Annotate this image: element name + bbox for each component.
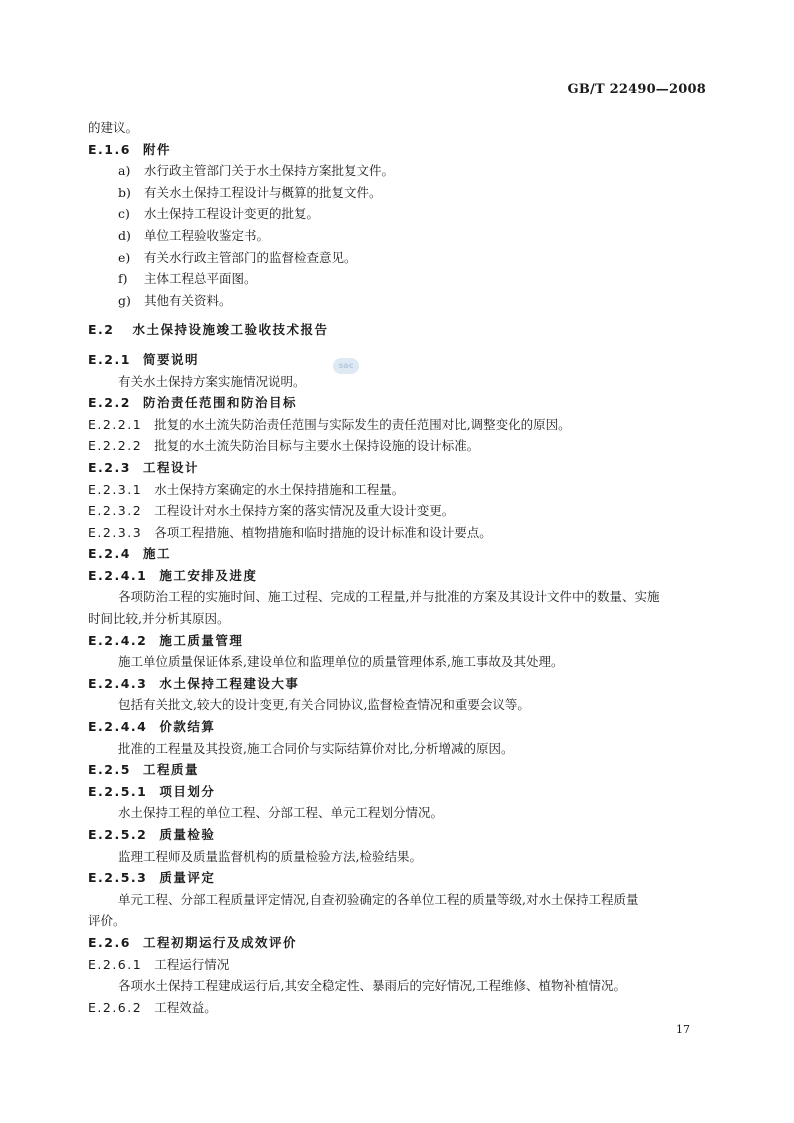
text-line: 的建议。 (88, 120, 139, 135)
subsection-heading: E.2.4.3 水土保持工程建设大事 (88, 675, 300, 691)
paragraph: 水土保持工程的单位工程、分部工程、单元工程划分情况。 (118, 805, 444, 821)
subsection-heading: E.2.4.1 施工安排及进度 (88, 567, 258, 583)
clause: E.2.3.1 水土保持方案确定的水土保持措施和工程量。 (88, 481, 405, 497)
page-number: 17 (676, 1023, 690, 1036)
section-heading: E.1.6 附件 (88, 141, 171, 157)
subsection-heading: E.2.5.3 质量评定 (88, 870, 216, 886)
paragraph: 施工单位质量保证体系,建设单位和监理单位的质量管理体系,施工事故及其处理。 (118, 654, 564, 670)
paragraph: 监理工程师及质量监督机构的质量检验方法,检验结果。 (118, 848, 422, 864)
subsection-heading: E.2.5.1 项目划分 (88, 783, 216, 799)
clause: E.2.2.1 批复的水土流失防治责任范围与实际发生的责任范围对比,调整变化的原因。 (88, 416, 571, 432)
paragraph-continuation: 时间比较,并分析其原因。 (88, 611, 230, 627)
document-body (88, 117, 708, 1018)
subsection-heading: E.2.5.2 质量检验 (88, 827, 216, 842)
clause: E.2.3.2 工程设计对水土保持方案的落实情况及重大设计变更。 (88, 503, 455, 519)
list-item: g) 其他有关资料。 (118, 292, 232, 308)
watermark-stamp: sac (333, 358, 359, 374)
section-heading: E.2.1 简要说明 (88, 351, 199, 367)
list-item: f) 主体工程总平面图。 (118, 271, 257, 287)
clause: E.2.6.1 工程运行情况 (88, 956, 230, 972)
list-item: b) 有关水土保持工程设计与概算的批复文件。 (118, 184, 382, 200)
list-item: e) 有关水行政主管部门的监督检查意见。 (118, 249, 357, 265)
section-heading: E.2.3 工程设计 (88, 459, 199, 475)
list-item: c) 水土保持工程设计变更的批复。 (118, 206, 320, 222)
subsection-heading: E.2.4.2 施工质量管理 (88, 632, 244, 648)
chapter-heading: E.2 水土保持设施竣工验收技术报告 (88, 322, 329, 338)
section-heading: E.2.5 工程质量 (88, 762, 199, 778)
section-heading: E.2.6 工程初期运行及成效评价 (88, 934, 297, 950)
standard-number: GB/T 22490—2008 (567, 82, 706, 97)
subsection-heading: E.2.4.4 价款结算 (88, 719, 216, 735)
list-item: a) 水行政主管部门关于水土保持方案批复文件。 (118, 163, 395, 179)
paragraph-continuation: 评价。 (88, 913, 126, 929)
section-heading: E.2.2 防治责任范围和防治目标 (88, 395, 297, 411)
paragraph: 包括有关批文,较大的设计变更,有关合同协议,监督检查情况和重要会议等。 (118, 697, 530, 713)
paragraph: 有关水土保持方案实施情况说明。 (118, 373, 306, 389)
section-heading: E.2.4 施工 (88, 546, 171, 562)
paragraph: 批准的工程量及其投资,施工合同价与实际结算价对比,分析增减的原因。 (118, 740, 514, 756)
list-item: d) 单位工程验收鉴定书。 (118, 227, 270, 243)
paragraph: 各项防治工程的实施时间、施工过程、完成的工程量,并与批准的方案及其设计文件中的数量、实施 (118, 589, 660, 605)
paragraph: 各项水土保持工程建成运行后,其安全稳定性、暴雨后的完好情况,工程维修、植物补植情况。 (118, 978, 626, 994)
paragraph: 单元工程、分部工程质量评定情况,自查初验确定的各单位工程的质量等级,对水土保持工程质量 (118, 891, 639, 907)
clause: E.2.3.3 各项工程措施、植物措施和临时措施的设计标准和设计要点。 (88, 524, 492, 540)
clause: E.2.2.2 批复的水土流失防治目标与主要水土保持设施的设计标准。 (88, 438, 480, 454)
clause: E.2.6.2 工程效益。 (88, 999, 217, 1015)
